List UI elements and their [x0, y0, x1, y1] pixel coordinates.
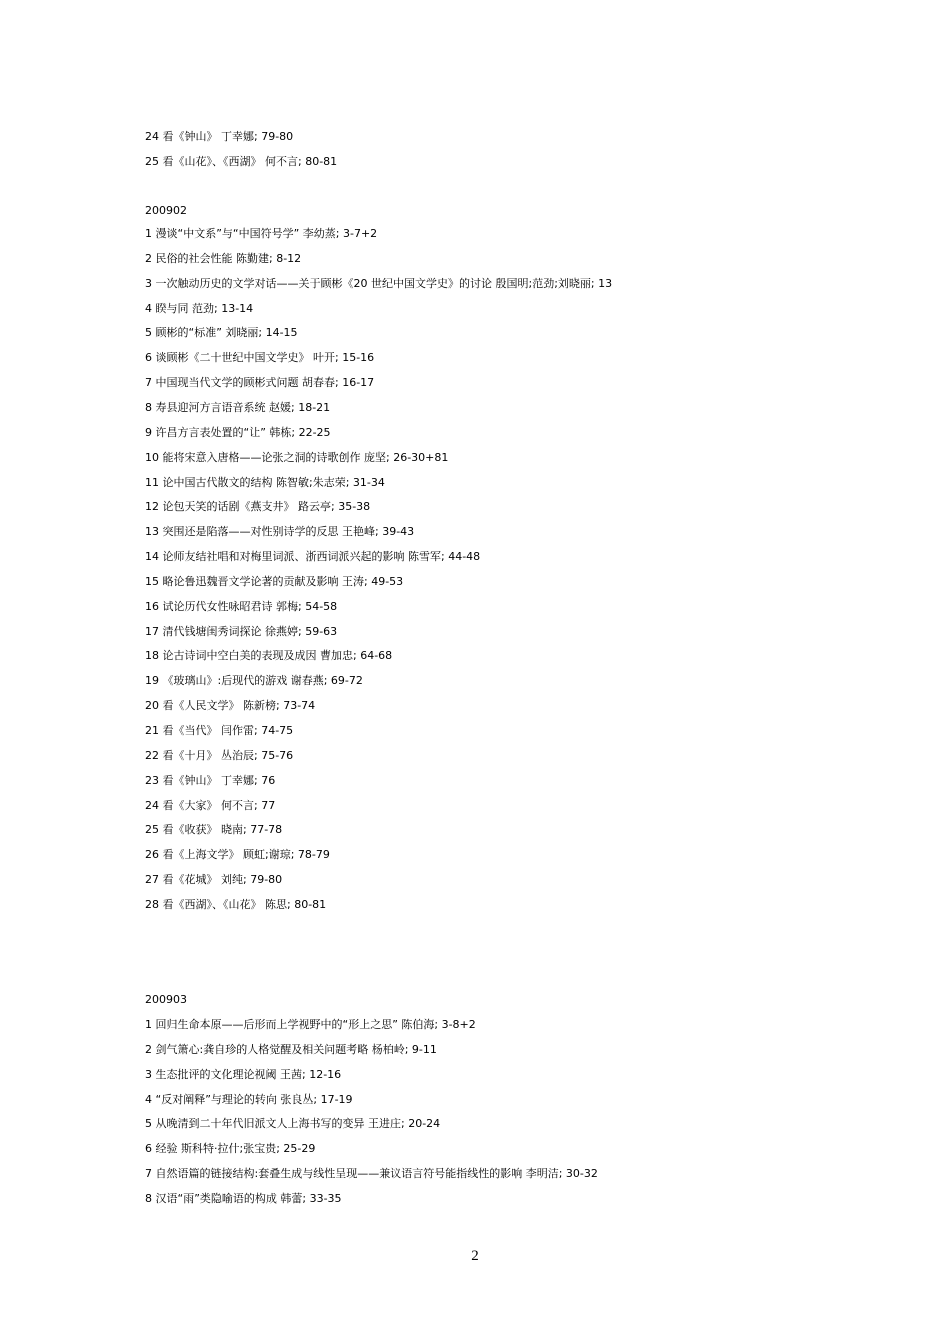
toc-entry: 2 剑气箫心:龚自珍的人格觉醒及相关问题考略 杨柏岭; 9-11 [145, 1042, 437, 1056]
page-number: 2 [471, 1248, 479, 1264]
toc-entry: 17 清代钱塘闺秀词探论 徐燕婷; 59-63 [145, 624, 338, 638]
toc-entry: 13 突围还是陷落——对性别诗学的反思 王艳峰; 39-43 [145, 525, 415, 539]
toc-entry: 27 看《花城》 刘纯; 79-80 [145, 873, 283, 887]
issue-heading: 200903 [145, 993, 187, 1006]
toc-entry: 1 漫谈“中文系”与“中国符号学” 李幼蒸; 3-7+2 [145, 227, 378, 240]
toc-entry: 11 论中国古代散文的结构 陈智敏;朱志荣; 31-34 [145, 475, 385, 489]
toc-entry: 21 看《当代》 闫作雷; 74-75 [145, 724, 294, 737]
toc-entry: 23 看《钟山》 丁幸娜; 76 [145, 773, 276, 787]
toc-entry: 24 看《钟山》 丁幸娜; 79-80 [145, 130, 294, 143]
toc-entry: 26 看《上海文学》 顾虹;谢琼; 78-79 [145, 848, 330, 862]
toc-entry: 8 寿县迎河方言语音系统 赵媛; 18-21 [145, 400, 331, 414]
toc-entry: 25 看《收获》 晓南; 77-78 [145, 823, 283, 837]
toc-entry: 7 自然语篇的链接结构:套叠生成与线性呈现——兼议语言符号能指线性的影响 李明洁; 30-32 [145, 1167, 598, 1181]
toc-entry: 14 论师友结社唱和对梅里词派、浙西词派兴起的影响 陈雪军; 44-48 [145, 550, 481, 564]
toc-entry: 2 民俗的社会性能 陈勤建; 8-12 [145, 251, 302, 265]
toc-entry: 5 从晚清到二十年代旧派文人上海书写的变异 王进庄; 20-24 [145, 1117, 441, 1131]
issue-heading: 200902 [145, 204, 187, 217]
toc-entry: 6 谈顾彬《二十世纪中国文学史》 叶开; 15-16 [145, 351, 375, 365]
toc-entry: 12 论包天笑的话剧《燕支井》 路云亭; 35-38 [145, 500, 371, 514]
toc-entry: 8 汉语“雨”类隐喻语的构成 韩蕾; 33-35 [145, 1191, 342, 1205]
toc-entry: 20 看《人民文学》 陈新榜; 73-74 [145, 699, 316, 713]
toc-entry: 19 《玻璃山》:后现代的游戏 谢春燕; 69-72 [145, 674, 363, 688]
toc-entry: 15 略论鲁迅魏晋文学论著的贡献及影响 王涛; 49-53 [145, 574, 404, 588]
toc-entry: 22 看《十月》 丛治辰; 75-76 [145, 748, 294, 762]
toc-entry: 28 看《西湖》、《山花》 陈思; 80-81 [145, 897, 327, 911]
toc-entry: 9 许昌方言表处置的“让” 韩栋; 22-25 [145, 425, 331, 439]
toc-entry: 3 一次触动历史的文学对话——关于顾彬《20 世纪中国文学史》的讨论 殷国明;范劲;刘晓丽; 13 [145, 276, 613, 290]
toc-entry: 7 中国现当代文学的顾彬式问题 胡春春; 16-17 [145, 376, 375, 390]
toc-entry: 16 试论历代女性咏昭君诗 郭梅; 54-58 [145, 599, 338, 613]
toc-entry: 10 能将宋意入唐格——论张之洞的诗歌创作 庞坚; 26-30+81 [145, 450, 449, 464]
toc-entry: 5 顾彬的“标准” 刘晓丽; 14-15 [145, 326, 298, 340]
toc-entry: 18 论古诗词中空白美的表现及成因 曹加忠; 64-68 [145, 649, 393, 663]
toc-entry: 1 回归生命本原——后形而上学视野中的“形上之思” 陈伯海; 3-8+2 [145, 1018, 476, 1031]
toc-entry: 24 看《大家》 何不言; 77 [145, 798, 276, 812]
toc-entry: 3 生态批评的文化理论视阈 王茜; 12-16 [145, 1067, 342, 1081]
toc-entry: 6 经验 斯科特·拉什;张宝贵; 25-29 [145, 1142, 316, 1156]
toc-entry: 25 看《山花》、《西湖》 何不言; 80-81 [145, 154, 338, 168]
toc-entry: 4 “反对阐释”与理论的转向 张良丛; 17-19 [145, 1092, 353, 1106]
toc-entry: 4 睽与同 范劲; 13-14 [145, 301, 254, 315]
